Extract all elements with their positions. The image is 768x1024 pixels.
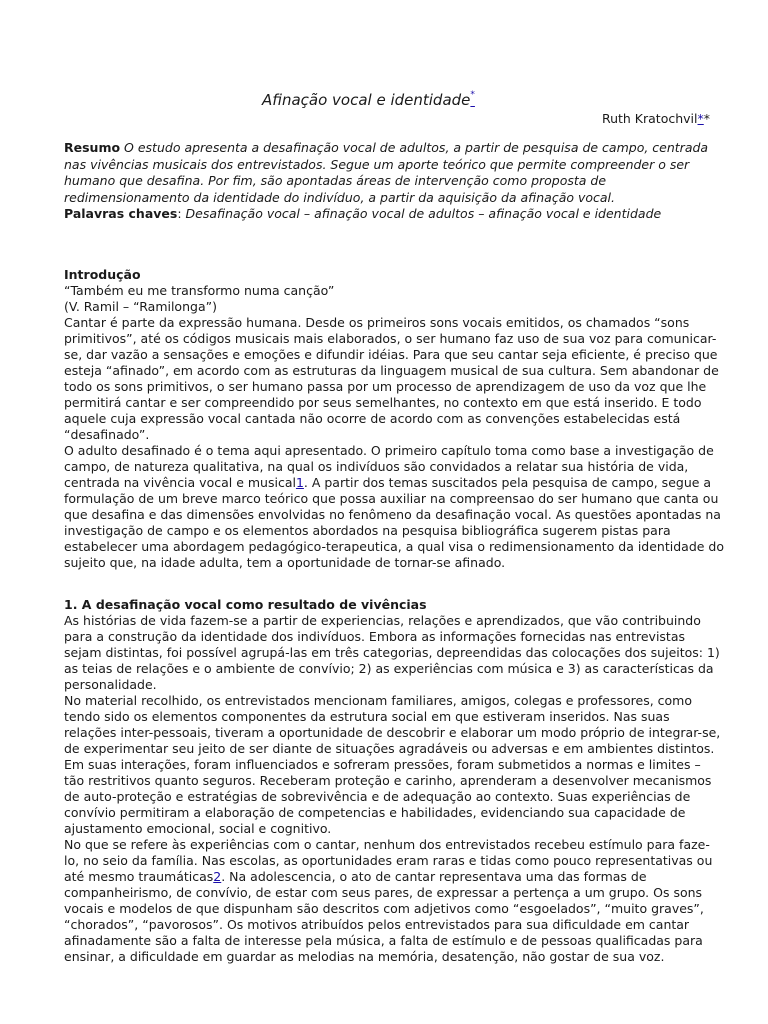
section-1-heading: 1. A desafinação vocal como resultado de vivências: [64, 597, 427, 612]
intro-paragraph-2: O adulto desafinado é o tema aqui apresentado. O primeiro capítulo toma como base a investigação de campo, de natureza qualitativa, na qual os indivíduos são convidados a relatar sua história de vida, centrada na vivência vocal e musical1. A partir dos temas suscitados pela pesquisa de campo, segue a formulação de um breve marco teórico que possa auxiliar na compreensao do ser humano que canta ou que desafina e das dimensões envolvidas no fenômeno da desafinação vocal. As questões apontadas na investigação de campo e os elementos abordados na pesquisa bibliográfica sugerem pistas para estabelecer uma abordagem pedagógico-terapeutica, a qual visa o redimensionamento da identidade do sujeito que, na idade adulta, tem a oportunidade de tornar-se afinado.: [64, 443, 725, 570]
section-1-paragraph-3: No que se refere às experiências com o cantar, nenhum dos entrevistados recebeu estímulo para faze-lo, no seio da família. Nas escolas, as oportunidades eram raras e tidas como pouco representativas ou até mesmo traumáticas2. Na adolescencia, o ato de cantar representava uma das formas de companheirismo, de convívio, de estar com seus pares, de expressar a pertença a um grupo. Os sons vocais e modelos de que dispunham são descritos com adjetivos como “esgoelados”, “muito graves”, “chorados”, “pavorosos”. Os motivos atribuídos pelos entrevistados para sua dificuldade em cantar afinadamente são a falta de interesse pela música, a falta de estímulo e de pessoas qualificadas para ensinar, a dificuldade em guardar as melodias na memória, desatenção, não gostar de sua voz.: [64, 837, 713, 964]
author-note-suffix: *: [703, 111, 710, 126]
keywords-label: Palavras chaves: [64, 206, 178, 221]
abstract-label: Resumo: [64, 140, 121, 155]
section-1-paragraph-1: As histórias de vida fazem-se a partir de experiencias, relações e aprendizados, que vão contribuindo para a construção da identidade dos indivíduos. Embora as informações fornecidas nas entrevistas sejam distintas, foi possível agrupá-las em três categorias, depreendidas das colocações dos sujeitos: 1) as teias de relações e o ambiente de convívio; 2) as experiências com música e 3) as características da personalidade.: [64, 613, 720, 692]
abstract-paragraph: [64, 140, 724, 206]
title-footnote-link[interactable]: *: [470, 90, 475, 100]
keywords-text: Desafinação vocal – afinação vocal de adultos – afinação vocal e identidade: [185, 206, 662, 221]
intro-paragraph-1: Cantar é parte da expressão humana. Desde os primeiros sons vocais emitidos, os chamados “sons primitivos”, até os códigos musicais mais elaborados, o ser humano faz uso de sua voz para comunicar-se, dar vazão a sensações e emoções e difundir idéias. Para que seu cantar seja eficiente, é preciso que esteja “afinado”, em acordo com as estruturas da linguagem musical de sua cultura. Sem abandonar de todo os sons primitivos, o ser humano passa por um processo de aprendizagem de uso da voz que lhe permitirá cantar e ser compreendido por seus semelhantes, no contexto em que está inserido. E todo aquele cuja expressão vocal cantada não ocorre de acordo com as convenções estabelecidas está “desafinado”.: [64, 315, 719, 442]
abstract-text: O estudo apresenta a desafinação vocal de adultos, a partir de pesquisa de campo, centrada nas vivências musicais dos entrevistados. Segue um aporte teórico que permite compreender o ser humano que desafina. Por fim, são apontadas áreas de intervenção como proposta de redimensionamento da identidade do indivíduo, a partir da aquisição da afinação vocal.: [64, 140, 709, 205]
footnote-link-2[interactable]: 2: [213, 869, 222, 884]
author-line: [602, 111, 710, 126]
introduction-section: [64, 267, 724, 571]
keywords-separator: :: [177, 206, 186, 221]
epigraph-source: (V. Ramil – “Ramilonga”): [64, 299, 217, 314]
abstract-block: [64, 140, 724, 223]
keywords-paragraph: [64, 206, 724, 223]
section-1: [64, 597, 724, 965]
epigraph: “Também eu me transformo numa canção”: [64, 283, 335, 298]
title-text: Afinação vocal e identidade: [262, 91, 471, 109]
author-footnote-link[interactable]: *: [697, 111, 704, 126]
footnote-link-1[interactable]: 1: [295, 475, 304, 490]
introduction-heading: Introdução: [64, 267, 141, 282]
author-name: Ruth Kratochvil: [601, 111, 698, 126]
page-title: [262, 91, 475, 109]
section-1-paragraph-2: No material recolhido, os entrevistados mencionam familiares, amigos, colegas e professores, como tendo sido os elementos componentes da estrutura social em que estiveram inseridos. Nas suas relações inter-pessoais, tiveram a oportunidade de descobrir e elaborar um modo próprio de integrar-se, de experimentar seu jeito de ser diante de situações agradáveis ou adversas e em ambientes distintos. Em suas interações, foram influenciados e sofreram pressões, foram submetidos a normas e limites – tão restritivos quanto seguros. Receberam proteção e carinho, aprenderam a desenvolver mecanismos de auto-proteção e estratégias de sobrevivência e de adequação ao contexto. Suas experiências de convívio permitiram a elaboração de competencias e habilidades, evidenciando sua capacidade de ajustamento emocional, social e cognitivo.: [64, 693, 721, 836]
